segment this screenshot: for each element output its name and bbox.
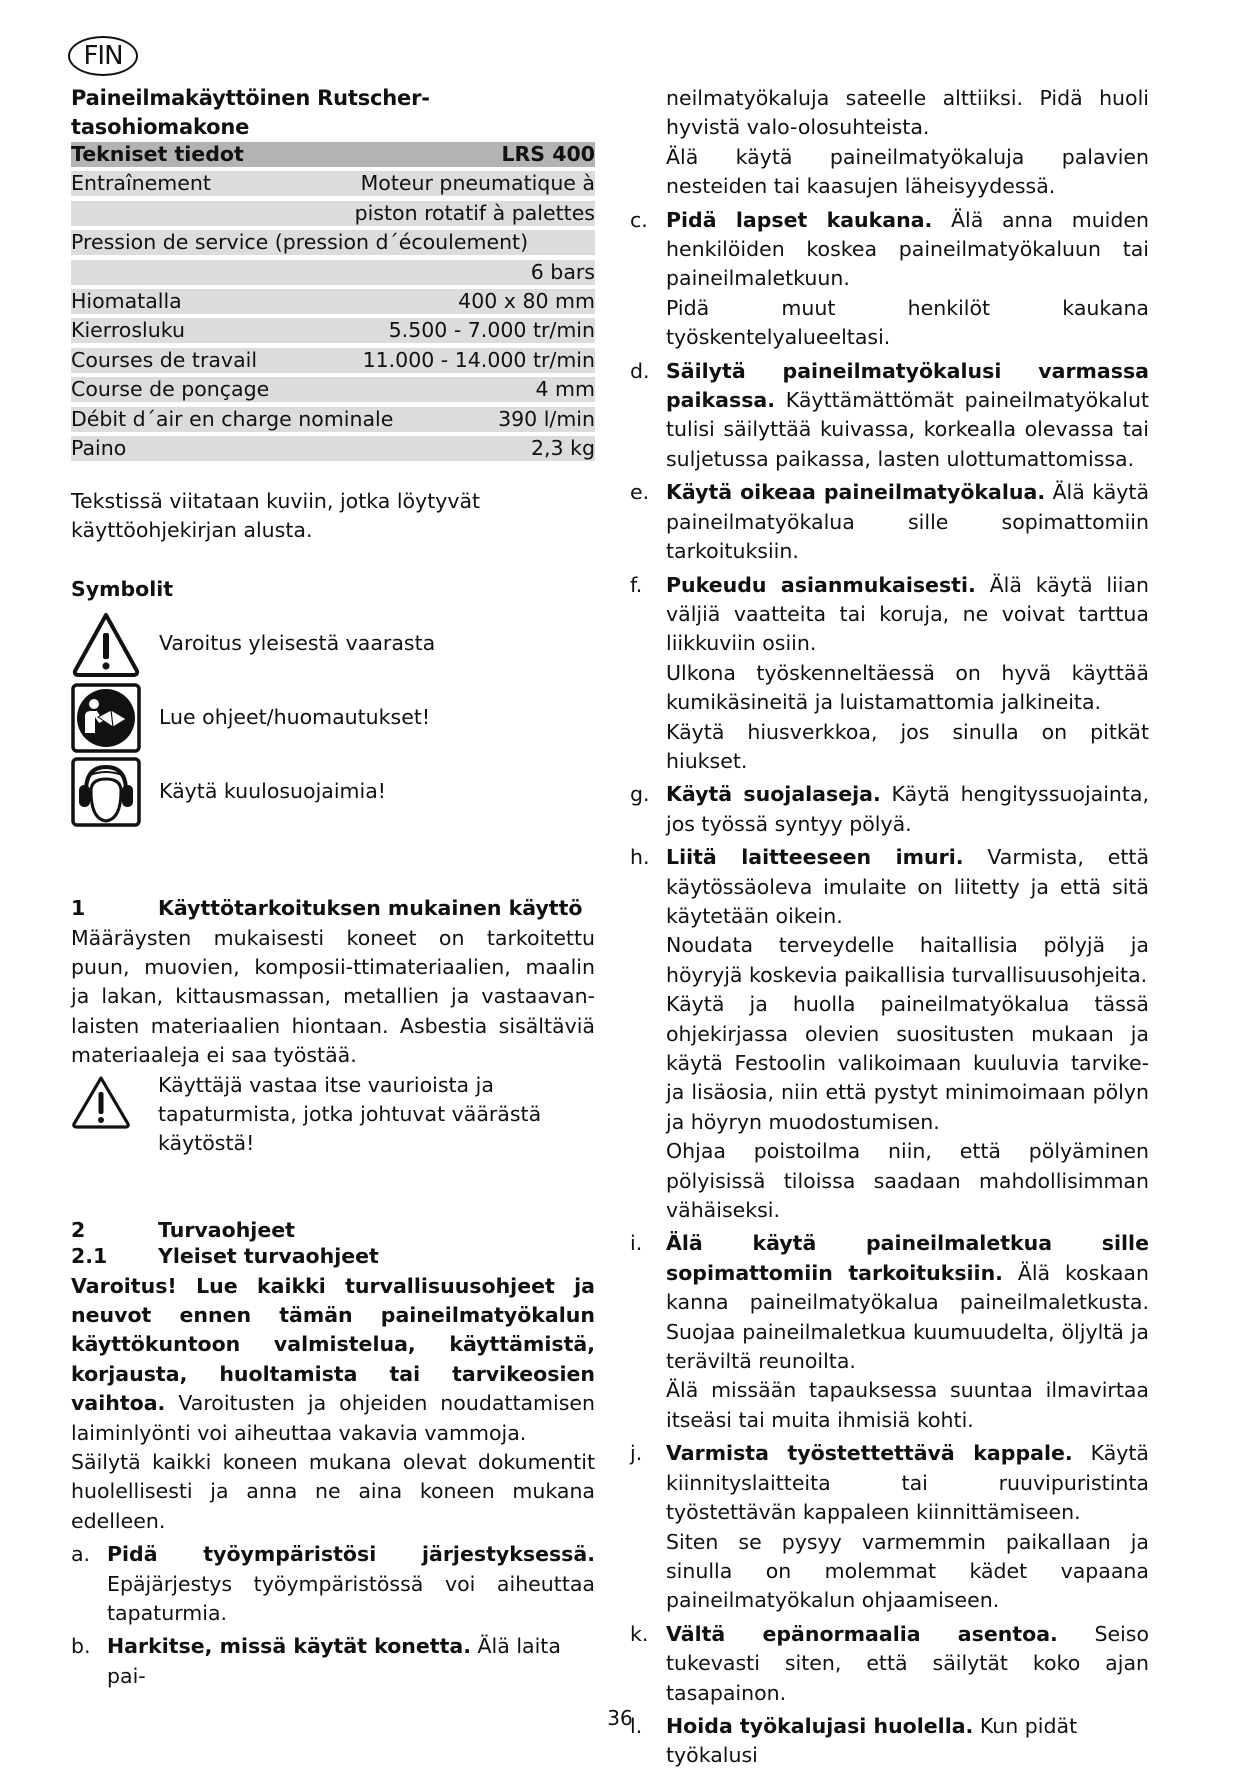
list-letter: e.: [630, 480, 650, 505]
spec-row: [71, 377, 595, 402]
ear-protection-icon: [71, 757, 141, 827]
list-letter: b.: [71, 1634, 91, 1659]
list-letter: h.: [630, 845, 650, 870]
symbol-item: [71, 684, 595, 752]
spec-label: Entraînement: [71, 171, 211, 196]
item-text: Älä anna muiden henkilöiden koskea paineilmatyökaluun tai paineilmaletkuun.: [666, 207, 1149, 291]
general-warning-bold: Varoitus! Lue kaikki turvallisuusohjeet ja neuvot ennen tämän paineilmatyökalun käyttökuntoon valmistelua, käyttämistä, korjausta, huoltamista tai tarvikeosien vaihtoa.: [71, 1273, 595, 1416]
safety-item-d: [630, 357, 1149, 475]
symbol-item: [71, 758, 595, 826]
item-bold: Käytä oikeaa paineilmatyökalua.: [666, 480, 1046, 505]
misuse-warning-text: Käyttäjä vastaa itse vaurioista ja tapaturmista, jotka johtuvat väärästä käytöstä!: [158, 1072, 542, 1156]
spec-row: [71, 171, 595, 196]
symbol-label: Käytä kuulosuojaimia!: [159, 779, 386, 804]
item-bold: Vältä epänormaalia asentoa.: [666, 1621, 1058, 1646]
safety-item-g: [630, 780, 1149, 839]
item-text: Älä käytä paineilmatyökalua sille sopimattomiin tarkoituksiin.: [666, 480, 1150, 564]
item-text: Älä käytä liian väljiä vaatteita tai koruja, ne voivat tarttua liikkuviin osiin.: [666, 572, 1149, 656]
item-bold: Varmista työstettettävä kappale.: [666, 1441, 1073, 1466]
item-text: Epäjärjestys työympäristössä voi aiheuttaa tapaturmia.: [107, 1571, 595, 1626]
item-extra: Käytä hiusverkkoa, jos sinulla on pitkät hiukset.: [666, 719, 1149, 773]
item-extra: Älä käytä paineilmatyökaluja palavien nesteiden tai kaasujen läheisyydessä.: [666, 144, 1149, 199]
safety-item-j: [630, 1439, 1149, 1615]
safety-item-b: [71, 1632, 595, 1691]
spec-label: Hiomatalla: [71, 288, 182, 313]
item-text: Kun pidät työkalusi: [666, 1713, 1078, 1768]
list-letter: c.: [630, 207, 648, 232]
section-2-heading: [71, 1216, 595, 1245]
symbol-item: [71, 610, 595, 678]
item-bold: Pidä työympäristösi järjestyksessä.: [107, 1542, 595, 1567]
spec-table-header: [71, 142, 595, 167]
misuse-warning: [71, 1071, 595, 1159]
safety-item-k: [630, 1620, 1149, 1708]
spec-value: Moteur pneumatique à: [360, 171, 595, 196]
item-text: Seiso tukevasti siten, että säilytät koko ajan tasapainon.: [666, 1621, 1149, 1705]
safety-item-a: [71, 1540, 595, 1628]
item-bold: Harkitse, missä käytät konetta.: [107, 1634, 472, 1659]
symbols-title: Symbolit: [71, 576, 174, 601]
list-letter: k.: [630, 1621, 649, 1646]
spec-label: Course de ponçage: [71, 377, 270, 402]
safety-item-e: [630, 478, 1149, 566]
item-bold: Älä käytä paineilmaletkua sille sopimattomiin tarkoituksiin.: [666, 1231, 1149, 1285]
spec-row: [71, 260, 595, 285]
item-bold: Säilytä paineilmatyökalusi varmassa paikassa.: [666, 358, 1149, 413]
spec-row: [71, 407, 595, 432]
spec-value: 2,3 kg: [530, 435, 595, 460]
safety-item-b-continued: [630, 84, 1149, 202]
spec-value: 4 mm: [535, 377, 595, 402]
spec-row: [71, 318, 595, 343]
item-extra: Älä missään tapauksessa suuntaa ilmavirtaa itseäsi tai muita ihmisiä kohti.: [666, 1378, 1149, 1432]
spec-label: Courses de travail: [71, 347, 258, 372]
language-badge: FIN: [68, 36, 138, 76]
spec-label: Pression de service (pression d´écoulement): [71, 230, 529, 255]
item-bold: Hoida työkalujasi huolella.: [666, 1713, 974, 1738]
general-warning: [71, 1272, 595, 1448]
symbol-label: Lue ohjeet/huomautukset!: [159, 705, 431, 730]
section-number: 2: [71, 1217, 86, 1242]
section-title: Käyttötarkoituksen mukainen käyttö: [158, 896, 583, 921]
spec-value: piston rotatif à palettes: [354, 200, 595, 225]
safety-item-h: [630, 843, 1149, 1225]
spec-value: 5.500 - 7.000 tr/min: [388, 318, 595, 343]
item-extra: Pidä muut henkilöt kaukana työskentelyalueeltasi.: [666, 295, 1149, 350]
section-number: 2.1: [71, 1244, 108, 1269]
item-text-continued: neilmatyökaluja sateelle alttiiksi. Pidä huoli hyvistä valo-olosuhteista.: [666, 86, 1149, 140]
item-bold: Käytä suojalaseja.: [666, 782, 881, 807]
product-title: Paineilmakäyttöinen Rutscher-tasohiomakone: [71, 86, 430, 139]
list-letter: d.: [630, 358, 650, 383]
item-text-start: Älä laita pai-: [107, 1634, 561, 1688]
read-manual-icon: [71, 683, 141, 753]
item-extra: Noudata terveydelle haitallisia pölyjä ja höyryjä koskevia paikallisia turvallisuusohjeita.: [666, 933, 1149, 987]
spec-header-label: Tekniset tiedot: [71, 142, 244, 166]
section-title: Turvaohjeet: [158, 1217, 295, 1242]
list-letter: i.: [630, 1231, 643, 1256]
list-letter: l.: [630, 1713, 643, 1738]
symbol-label: Varoitus yleisestä vaarasta: [159, 631, 436, 656]
spec-label: Paino: [71, 435, 127, 460]
item-text: Käytä kiinnityslaitteita tai ruuvipuristinta työstettävän kappaleen kiinnittämiseen.: [666, 1441, 1149, 1525]
item-bold: Pukeudu asianmukaisesti.: [666, 572, 976, 597]
spec-value: 6 bars: [530, 259, 595, 284]
general-warning-rest: Varoitusten ja ohjeiden noudattamisen laiminlyönti voi aiheuttaa vakavia vammoja.: [71, 1391, 595, 1445]
item-text: Käyttämättömät paineilmatyökalut tulisi säilyttää kuivassa, korkealla olevassa tai suljetussa paikassa, lasten ulottumattomissa.: [666, 388, 1149, 471]
spec-label: Débit d´air en charge nominale: [71, 406, 394, 431]
spec-row: [71, 348, 595, 373]
spec-table: [71, 142, 595, 461]
list-letter: j.: [630, 1441, 643, 1466]
section-1-heading: [71, 894, 595, 923]
page-number: 36: [607, 1706, 633, 1730]
section-number: 1: [71, 896, 86, 921]
spec-row: [71, 289, 595, 314]
spec-value: 400 x 80 mm: [458, 288, 595, 313]
item-extra: Ulkona työskenneltäessä on hyvä käyttää kumikäsineitä ja luistamattomia jalkineita.: [666, 660, 1149, 715]
spec-header-model: LRS 400: [501, 142, 595, 166]
spec-value: 11.000 - 14.000 tr/min: [362, 347, 595, 372]
safety-item-i: [630, 1229, 1149, 1435]
item-extra: Käytä ja huolla paineilmatyökalua tässä ohjekirjassa olevien suositusten mukaan ja käytä Festoolin valikoimaan kuuluvia tarvike- ja lisäosia, niin että pystyt minimoimaan pölyn ja höyryn muodostumisen.: [666, 992, 1149, 1134]
safety-item-f: [630, 571, 1149, 777]
item-bold: Liitä laitteeseen imuri.: [666, 845, 964, 870]
warning-triangle-icon: [71, 609, 141, 679]
item-text: Käytä hengityssuojainta, jos työssä syntyy pölyä.: [666, 782, 1150, 836]
warning-triangle-icon: [71, 1075, 131, 1129]
spec-row: [71, 436, 595, 461]
spec-label: Kierrosluku: [71, 318, 185, 343]
safety-item-c: [630, 206, 1149, 353]
list-letter: a.: [71, 1542, 91, 1567]
intro-text: Tekstissä viitataan kuviin, jotka löytyvät käyttöohjekirjan alusta.: [71, 488, 481, 543]
item-extra: Siten se pysyy varmemmin paikallaan ja sinulla on molemmat kädet vapaana paineilmatyökalun ohjaamiseen.: [666, 1529, 1149, 1613]
list-letter: f.: [630, 572, 643, 597]
spec-value: 390 l/min: [498, 406, 595, 431]
section-title: Yleiset turvaohjeet: [158, 1244, 379, 1269]
item-extra: Ohjaa poistoilma niin, että pölyäminen pölyisissä tiloissa saadaan mahdollisimman vähäiseksi.: [666, 1139, 1149, 1223]
item-text: Varmista, että käytössäoleva imulaite on liitetty ja että sitä käytetään oikein.: [666, 845, 1150, 928]
item-bold: Pidä lapset kaukana.: [666, 207, 933, 232]
item-text: Älä koskaan kanna paineilmatyökalua paineilmaletkusta. Suojaa paineilmaletkua kuumuudelta, öljyltä ja teräviltä reunoilta.: [666, 1260, 1149, 1374]
keep-documents-text: Säilytä kaikki koneen mukana olevat dokumentit huolellisesti ja anna ne aina koneen mukana edelleen.: [71, 1450, 595, 1533]
section-1-body: Määräysten mukaisesti koneet on tarkoitettu puun, muovien, komposii-ttimateriaalien, maalin ja lakan, kittausmassan, metallien ja vastaavan-laisten materiaalien hiontaan. Asbestia sisältäviä materiaaleja ei saa työstää.: [71, 925, 595, 1068]
right-column: [630, 84, 1149, 1771]
section-2-1-heading: [71, 1242, 595, 1271]
spec-row: [71, 201, 595, 226]
spec-row: [71, 230, 595, 255]
list-letter: g.: [630, 782, 650, 807]
left-column: [71, 84, 595, 1691]
